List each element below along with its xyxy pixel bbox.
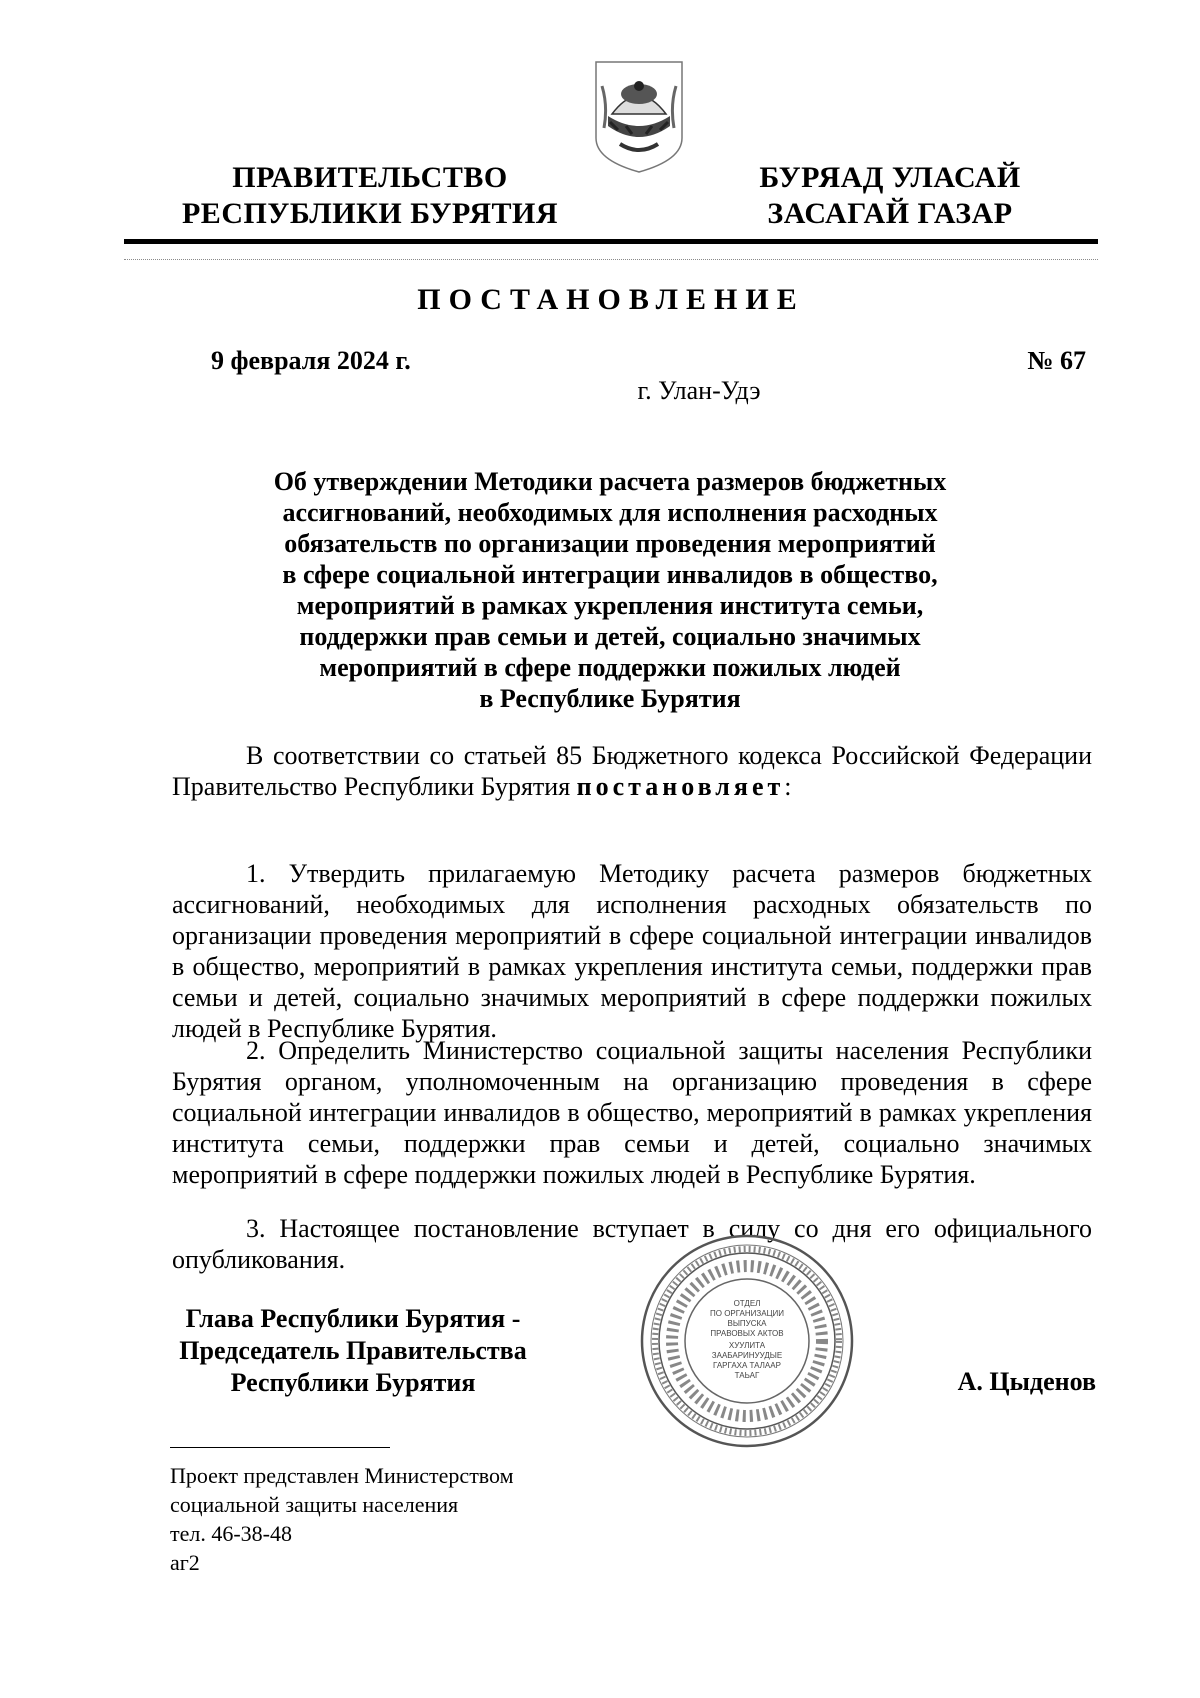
footnote-line: Проект представлен Министерством <box>170 1463 514 1488</box>
seal-text-line: ПО ОРГАНИЗАЦИИ <box>710 1309 784 1318</box>
project-footnote <box>170 1461 514 1577</box>
coat-of-arms-emblem <box>590 56 688 176</box>
seal-text-line: ХУУЛИТА <box>728 1341 766 1350</box>
signatory-title-line1: Глава Республики Бурятия - <box>185 1304 521 1333</box>
subject-line: обязательств по организации проведения мероприятий <box>284 529 936 558</box>
document-subject <box>250 466 970 714</box>
seal-text-line: ВЫПУСКА <box>727 1319 767 1328</box>
government-name-buryat <box>720 160 1060 232</box>
document-city: г. Улан-Удэ <box>637 376 761 405</box>
signatory-title-line3: Республики Бурятия <box>230 1368 476 1397</box>
footnote-line: социальной защиты населения <box>170 1492 459 1517</box>
clause-2 <box>172 1035 1092 1190</box>
subject-line: в Республике Бурятия <box>479 684 741 713</box>
header-divider-dotted <box>124 259 1098 260</box>
header-right-line2: ЗАСАГАЙ ГАЗАР <box>767 197 1013 230</box>
clause-1 <box>172 858 1092 1044</box>
subject-line: мероприятий в сфере поддержки пожилых людей <box>319 653 901 682</box>
clause-1-text: 1. Утвердить прилагаемую Методику расчета размеров бюджетных ассигнований, необходимых для исполнения расходных обязательств по организации проведения мероприятий в сфере социальной интеграции инвалидов в общество, мероприятий в рамках укрепления института семьи, поддержки прав семьи и детей, социально значимых мероприятий в сфере поддержки пожилых людей в Республике Бурятия. <box>172 859 1092 1043</box>
official-seal-stamp <box>638 1232 856 1450</box>
seal-text-line: ТАЬАГ <box>734 1371 760 1380</box>
subject-line: ассигнований, необходимых для исполнения расходных <box>282 498 938 527</box>
preamble-colon: : <box>784 772 792 801</box>
header-left-line2: РЕСПУБЛИКИ БУРЯТИЯ <box>181 197 559 230</box>
document-date: 9 февраля 2024 г. <box>211 346 411 375</box>
signatory-name: А. Цыденов <box>957 1367 1096 1396</box>
subject-line: мероприятий в рамках укрепления института семьи, <box>296 591 924 620</box>
footnote-divider <box>170 1447 390 1448</box>
header-divider-thick <box>124 239 1098 244</box>
document-type-title: ПОСТАНОВЛЕНИЕ <box>417 283 805 316</box>
preamble-paragraph <box>172 740 1092 802</box>
subject-line: поддержки прав семьи и детей, социально значимых <box>299 622 921 651</box>
document-number: № 67 <box>1027 346 1086 375</box>
signatory-title <box>168 1303 538 1399</box>
seal-text-line: ГАРГАХА ТАЛААР <box>713 1361 781 1370</box>
subject-line: Об утверждении Методики расчета размеров бюджетных <box>273 467 947 496</box>
clause-3-text: 3. Настоящее постановление вступает в силу со дня его официального опубликования. <box>172 1214 1092 1274</box>
seal-text-line: ОТДЕЛ <box>733 1299 761 1308</box>
header-right-line1: БУРЯАД УЛАСАЙ <box>759 161 1021 194</box>
signatory-title-line2: Председатель Правительства <box>179 1336 527 1365</box>
header-left-line1: ПРАВИТЕЛЬСТВО <box>232 161 508 194</box>
preamble-text: В соответствии со статьей 85 Бюджетного кодекса Российской Федерации Правительство Республики Бурятия <box>172 741 1092 801</box>
footnote-phone: тел. 46-38-48 <box>170 1521 293 1546</box>
government-name-russian <box>160 160 580 232</box>
seal-text-line: ЗААБАРИНУУДЫЕ <box>711 1351 783 1360</box>
subject-line: в сфере социальной интеграции инвалидов в общество, <box>282 560 938 589</box>
seal-text-line: ПРАВОВЫХ АКТОВ <box>710 1329 784 1338</box>
clause-3 <box>172 1213 1092 1275</box>
clause-2-text: 2. Определить Министерство социальной защиты населения Республики Бурятия органом, уполномоченным на организацию проведения в сфере социальной интеграции инвалидов в общество, мероприятий в рамках укрепления института семьи, поддержки прав семьи и детей, социально значимых мероприятий в сфере поддержки пожилых людей в Республике Бурятия. <box>172 1036 1092 1189</box>
footnote-code: аг2 <box>170 1550 200 1575</box>
decree-keyword: постановляет <box>576 772 785 801</box>
